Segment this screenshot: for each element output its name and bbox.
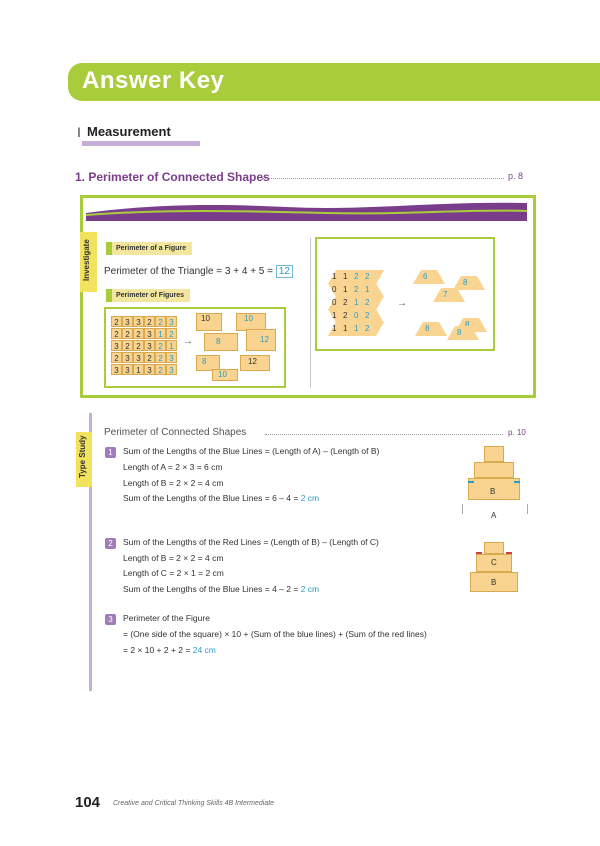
figure-2-label-b: B — [491, 578, 497, 587]
figure-2-label-c: C — [491, 558, 497, 567]
grid-cell: 3 — [122, 316, 133, 327]
triangle-num: 2 — [365, 298, 370, 307]
grid-cell: 2 — [133, 340, 144, 351]
shape-num: 10 — [201, 314, 210, 323]
item-answer: 2 cm — [300, 493, 320, 503]
tag-perimeter-of-figures: Perimeter of Figures — [106, 289, 190, 302]
book-title: Creative and Critical Thinking Skills 4B Intermediate — [113, 800, 275, 807]
triangle-tile — [368, 322, 384, 336]
lesson-leader-dots — [262, 178, 504, 179]
figure-2 — [466, 540, 522, 594]
grid-cell: 2 — [122, 328, 133, 339]
grid-cell: 2 — [155, 352, 166, 363]
item-line: Length of C = 2 × 1 = 2 cm — [123, 568, 224, 578]
triangle-piece-num: 8 — [463, 278, 468, 287]
grid-cell: 2 — [111, 328, 122, 339]
triangle-equation: Perimeter of the Triangle = 3 + 4 + 5 = 12 — [104, 265, 293, 278]
section-underline — [82, 141, 200, 146]
triangle-tile — [368, 283, 384, 297]
item-line: Perimeter of the Figure — [123, 613, 210, 623]
item-line: Sum of the Lengths of the Red Lines = (Length of B) – (Length of C) — [123, 537, 379, 547]
shape-num: 12 — [248, 357, 257, 366]
shape-num: 8 — [216, 337, 221, 346]
triangle-tile — [368, 296, 384, 310]
item-line: Sum of the Lengths of the Blue Lines = (Length of A) – (Length of B) — [123, 446, 380, 456]
grid-cell: 3 — [166, 364, 177, 375]
triangle-num: 2 — [343, 311, 348, 320]
grid-cell: 3 — [133, 316, 144, 327]
investigate-banner — [86, 199, 527, 221]
item-line: = (One side of the square) × 10 + (Sum of the blue lines) + (Sum of the red lines) — [123, 629, 427, 639]
section-mark: I — [77, 124, 81, 140]
lesson-title: 1. Perimeter of Connected Shapes — [75, 170, 270, 184]
grid-cell: 1 — [166, 340, 177, 351]
triangle-num: 1 — [354, 324, 359, 333]
item-line: Length of B = 2 × 2 = 4 cm — [123, 478, 224, 488]
triangle-num: 1 — [343, 272, 348, 281]
triangle-num: 1 — [332, 311, 337, 320]
grid-cell: 2 — [122, 340, 133, 351]
triangle-num: 1 — [332, 324, 337, 333]
type-study-page-ref: p. 10 — [508, 428, 526, 437]
shape-num: 12 — [260, 335, 269, 344]
triangle-piece-num: 8 — [457, 328, 462, 337]
triangle-num: 0 — [354, 311, 359, 320]
grid-cell: 3 — [122, 352, 133, 363]
page-number: 104 — [75, 794, 101, 811]
grid-cell: 2 — [166, 328, 177, 339]
tag-perimeter-of-figure: Perimeter of a Figure — [106, 242, 192, 255]
grid-cell: 2 — [111, 316, 122, 327]
item-answer: 2 cm — [300, 584, 320, 594]
triangle-num: 1 — [332, 272, 337, 281]
section-title: Measurement — [87, 124, 171, 139]
triangle-num: 2 — [365, 311, 370, 320]
grid-cell: 3 — [133, 352, 144, 363]
grid-cell: 1 — [155, 328, 166, 339]
triangle-num: 1 — [343, 285, 348, 294]
triangle-tile — [469, 276, 485, 290]
grid-cell: 1 — [133, 364, 144, 375]
type-study-leader-dots — [265, 434, 503, 435]
item-number-badge: 2 — [105, 538, 116, 549]
item-line: Length of A = 2 × 3 = 6 cm — [123, 462, 223, 472]
panel-divider — [310, 238, 311, 388]
triangle-num: 1 — [365, 285, 370, 294]
triangle-pieces-right — [415, 268, 489, 340]
triangle-tile — [463, 326, 479, 340]
triangle-num: 0 — [332, 285, 337, 294]
grid-cell: 2 — [111, 352, 122, 363]
triangle-num: 2 — [354, 285, 359, 294]
grid-cell: 2 — [155, 364, 166, 375]
shape-pieces — [196, 313, 280, 381]
item-line: = 2 × 10 + 2 + 2 = 24 cm — [123, 645, 216, 655]
figure-1-label-b: B — [490, 487, 496, 496]
grid-cell: 2 — [144, 316, 155, 327]
lesson-page-ref: p. 8 — [508, 171, 524, 181]
grid-cell: 2 — [133, 328, 144, 339]
triangle-num: 1 — [354, 298, 359, 307]
shape-num: 8 — [202, 357, 207, 366]
type-study-title: Perimeter of Connected Shapes — [104, 427, 247, 438]
triangle-tile — [368, 309, 384, 323]
triangle-piece-num: 8 — [465, 320, 470, 329]
arrow-icon: → — [397, 298, 407, 309]
grid-cell: 3 — [166, 352, 177, 363]
triangle-piece-num: 7 — [443, 290, 448, 299]
grid-cell: 3 — [144, 328, 155, 339]
triangle-num: 2 — [354, 272, 359, 281]
triangle-tile — [449, 288, 465, 302]
grid-cell: 3 — [111, 364, 122, 375]
figure-1-label-a: A — [491, 511, 497, 520]
grid-cell: 3 — [122, 364, 133, 375]
type-study-label: Type Study — [76, 432, 92, 487]
grid-cell: 3 — [166, 316, 177, 327]
item-number-badge: 3 — [105, 614, 116, 625]
shape-num: 10 — [218, 370, 227, 379]
item-line: Length of B = 2 × 2 = 4 cm — [123, 553, 224, 563]
investigate-label: Investigate — [80, 232, 97, 292]
triangle-piece-num: 8 — [425, 324, 430, 333]
grid-cell: 2 — [155, 316, 166, 327]
triangle-tile — [431, 322, 447, 336]
triangle-num: 0 — [332, 298, 337, 307]
grid-cell: 3 — [111, 340, 122, 351]
grid-cell: 2 — [144, 352, 155, 363]
triangle-num: 2 — [365, 272, 370, 281]
triangle-num: 2 — [365, 324, 370, 333]
triangle-answer: 12 — [276, 265, 293, 278]
triangle-num: 1 — [343, 324, 348, 333]
item-line: Sum of the Lengths of the Blue Lines = 4 – 2 = 2 cm — [123, 584, 320, 594]
arrow-icon: → — [183, 336, 193, 347]
triangle-tile — [368, 270, 384, 284]
page-title: Answer Key — [82, 67, 225, 94]
triangle-tile — [429, 270, 445, 284]
figure-1 — [462, 444, 526, 528]
item-number-badge: 1 — [105, 447, 116, 458]
item-answer: 24 cm — [192, 645, 216, 655]
triangle-num: 2 — [343, 298, 348, 307]
grid-cell: 3 — [144, 364, 155, 375]
triangle-grid-left — [328, 270, 384, 338]
shape-num: 10 — [244, 314, 253, 323]
triangle-piece-num: 6 — [423, 272, 428, 281]
grid-cell: 3 — [144, 340, 155, 351]
item-line: Sum of the Lengths of the Blue Lines = 6 – 4 = 2 cm — [123, 493, 320, 503]
grid-cell: 2 — [155, 340, 166, 351]
